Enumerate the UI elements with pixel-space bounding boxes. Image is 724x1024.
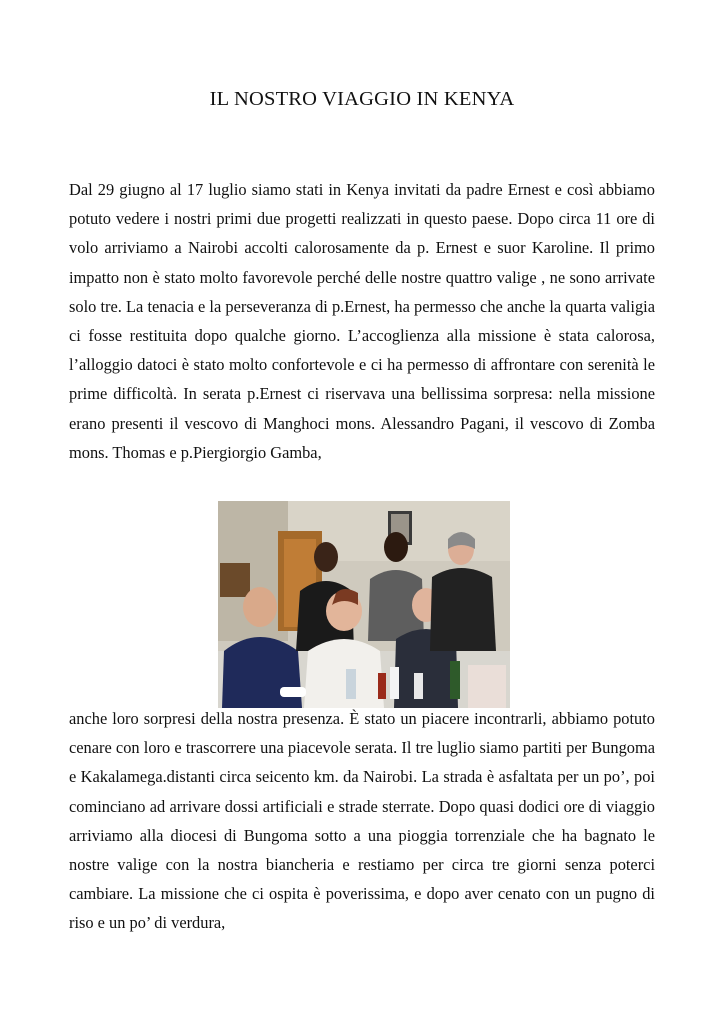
paragraph-intro: Dal 29 giugno al 17 luglio siamo stati in Kenya invitati da padre Ernest e così abbiamo potuto vedere i nostri primi due progetti realizzati in questo paese. Dopo circa 11 ore di volo arriviamo a Nairobi accolti calorosamente da p. Ernest e suor Karoline. Il primo impatto non è stato molto favorevole perché delle nostre quattro valige , ne sono arrivate solo tre. La tenacia e la perseveranza di p.Ernest, ha permesso che anche la quarta valigia ci fosse restituita dopo qualche giorno. L’accoglienza alla missione è stata calorosa, l’alloggio datoci è stato molto confortevole e ci ha permesso di affrontare con serenità le prime difficoltà. In serata p.Ernest ci riservava una bellissima sorpresa: nella missione erano presenti il vescovo di Manghoci mons. Alessandro Pagani, il vescovo di Zomba mons. Thomas e p.Piergiorgio Gamba, <box>69 180 655 462</box>
paragraph-continuation: anche loro sorpresi della nostra presenza. È stato un piacere incontrarli, abbiamo potuto cenare con loro e trascorrere una piacevole serata. Il tre luglio siamo partiti per Bungoma e Kakalamega.distanti circa seicento km. da Nairobi. La strada è asfaltata per un po’, poi cominciano ad arrivare dossi artificiali e strade sterrate. Dopo quasi dodici ore di viaggio arriviamo alla diocesi di Bungoma sotto a una pioggia torrenziale che ha bagnato le nostre valige con la nostra biancheria e restiamo per circa tre giorni senza poterci cambiare. La missione che ci ospita è poverissima, e dopo aver cenato con un pugno di riso e un po’ di verdura, <box>69 709 655 933</box>
document-title: IL NOSTRO VIAGGIO IN KENYA <box>209 88 515 110</box>
group-photo <box>218 501 510 708</box>
